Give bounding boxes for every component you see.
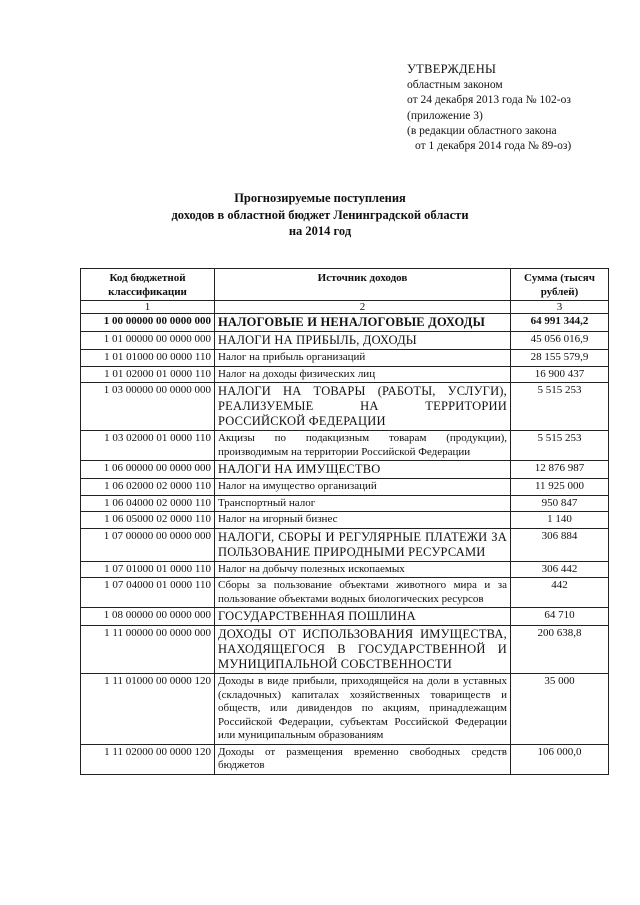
row-code: 1 00 00000 00 0000 000	[81, 314, 215, 332]
approval-line: областным законом	[407, 79, 503, 92]
title-line: доходов в областной бюджет Ленинградской области	[171, 207, 469, 222]
row-amount: 306 442	[511, 561, 609, 578]
table-row	[81, 431, 609, 461]
row-source: Налог на прибыль организаций	[215, 350, 511, 367]
row-amount: 64 710	[511, 608, 609, 626]
row-code: 1 03 02000 01 0000 110	[81, 431, 215, 461]
row-code: 1 11 02000 00 0000 120	[81, 744, 215, 774]
row-amount: 950 847	[511, 495, 609, 512]
row-source: Налог на доходы физических лиц	[215, 366, 511, 383]
row-source: ГОСУДАРСТВЕННАЯ ПОШЛИНА	[215, 608, 511, 626]
approval-line: (приложение 3)	[407, 109, 483, 122]
table-row	[81, 608, 609, 626]
row-amount: 35 000	[511, 674, 609, 745]
row-amount: 12 876 987	[511, 461, 609, 479]
column-number: 2	[215, 301, 511, 314]
column-number: 3	[511, 301, 609, 314]
table-row	[81, 350, 609, 367]
row-amount: 200 638,8	[511, 626, 609, 674]
row-amount: 64 991 344,2	[511, 314, 609, 332]
row-amount: 5 515 253	[511, 431, 609, 461]
table-row	[81, 461, 609, 479]
row-code: 1 11 00000 00 0000 000	[81, 626, 215, 674]
row-source: Транспортный налог	[215, 495, 511, 512]
row-source: НАЛОГИ НА ТОВАРЫ (РАБОТЫ, УСЛУГИ), РЕАЛИЗУЕМЫЕ НА ТЕРРИТОРИИ РОССИЙСКОЙ ФЕДЕРАЦИИ	[215, 383, 511, 431]
row-code: 1 08 00000 00 0000 000	[81, 608, 215, 626]
row-source: НАЛОГОВЫЕ И НЕНАЛОГОВЫЕ ДОХОДЫ	[215, 314, 511, 332]
header-amount: Сумма (тысяч рублей)	[511, 269, 609, 301]
row-code: 1 01 00000 00 0000 000	[81, 332, 215, 350]
row-amount: 1 140	[511, 512, 609, 529]
column-number-row	[81, 301, 609, 314]
row-source: ДОХОДЫ ОТ ИСПОЛЬЗОВАНИЯ ИМУЩЕСТВА, НАХОДЯЩЕГОСЯ В ГОСУДАРСТВЕННОЙ И МУНИЦИПАЛЬНОЙ СОБСТВЕННОСТИ	[215, 626, 511, 674]
row-code: 1 06 00000 00 0000 000	[81, 461, 215, 479]
table-header-row	[81, 269, 609, 301]
row-source: Налог на имущество организаций	[215, 479, 511, 496]
row-source: НАЛОГИ НА ИМУЩЕСТВО	[215, 461, 511, 479]
table-row	[81, 314, 609, 332]
revenue-table	[80, 268, 609, 775]
table-row	[81, 495, 609, 512]
row-amount: 28 155 579,9	[511, 350, 609, 367]
table-row	[81, 366, 609, 383]
row-amount: 5 515 253	[511, 383, 609, 431]
table-row	[81, 528, 609, 561]
column-number: 1	[81, 301, 215, 314]
table-row	[81, 561, 609, 578]
approval-line: (в редакции областного закона	[407, 124, 557, 137]
row-code: 1 03 00000 00 0000 000	[81, 383, 215, 431]
approval-line: от 1 декабря 2014 года № 89-оз)	[415, 140, 572, 153]
row-code: 1 06 04000 02 0000 110	[81, 495, 215, 512]
table-row	[81, 332, 609, 350]
row-source: Сборы за пользование объектами животного мира и за пользование объектами водных биологических ресурсов	[215, 578, 511, 608]
table-row	[81, 479, 609, 496]
row-amount: 106 000,0	[511, 744, 609, 774]
row-amount: 11 925 000	[511, 479, 609, 496]
row-source: НАЛОГИ, СБОРЫ И РЕГУЛЯРНЫЕ ПЛАТЕЖИ ЗА ПОЛЬЗОВАНИЕ ПРИРОДНЫМИ РЕСУРСАМИ	[215, 528, 511, 561]
row-source: Доходы от размещения временно свободных средств бюджетов	[215, 744, 511, 774]
approval-title: УТВЕРЖДЕНЫ	[407, 62, 497, 76]
title-line: Прогнозируемые поступления	[234, 191, 406, 205]
row-source: НАЛОГИ НА ПРИБЫЛЬ, ДОХОДЫ	[215, 332, 511, 350]
row-code: 1 01 01000 00 0000 110	[81, 350, 215, 367]
row-code: 1 06 05000 02 0000 110	[81, 512, 215, 529]
row-code: 1 11 01000 00 0000 120	[81, 674, 215, 745]
table-row	[81, 674, 609, 745]
row-amount: 442	[511, 578, 609, 608]
row-source: Доходы в виде прибыли, приходящейся на доли в уставных (складочных) капиталах хозяйственных товариществ и обществ, или дивидендов по акциям, принадлежащим Российской Федерации, субъектам Российской Федерации или муниципальным образованиям	[215, 674, 511, 745]
document-title	[0, 190, 640, 240]
row-amount: 306 884	[511, 528, 609, 561]
approval-block	[407, 62, 571, 154]
row-code: 1 07 04000 01 0000 110	[81, 578, 215, 608]
row-source: Налог на добычу полезных ископаемых	[215, 561, 511, 578]
row-code: 1 06 02000 02 0000 110	[81, 479, 215, 496]
table-row	[81, 744, 609, 774]
approval-line: от 24 декабря 2013 года № 102-оз	[407, 94, 571, 107]
header-source: Источник доходов	[215, 269, 511, 301]
row-amount: 16 900 437	[511, 366, 609, 383]
row-amount: 45 056 016,9	[511, 332, 609, 350]
row-source: Налог на игорный бизнес	[215, 512, 511, 529]
row-code: 1 01 02000 01 0000 110	[81, 366, 215, 383]
row-source: Акцизы по подакцизным товарам (продукции), производимым на территории Российской Федерации	[215, 431, 511, 461]
row-code: 1 07 01000 01 0000 110	[81, 561, 215, 578]
row-code: 1 07 00000 00 0000 000	[81, 528, 215, 561]
table-row	[81, 578, 609, 608]
table-row	[81, 626, 609, 674]
header-code: Код бюджетной классификации	[81, 269, 215, 301]
title-line: на 2014 год	[288, 224, 352, 238]
table-row	[81, 383, 609, 431]
table-row	[81, 512, 609, 529]
